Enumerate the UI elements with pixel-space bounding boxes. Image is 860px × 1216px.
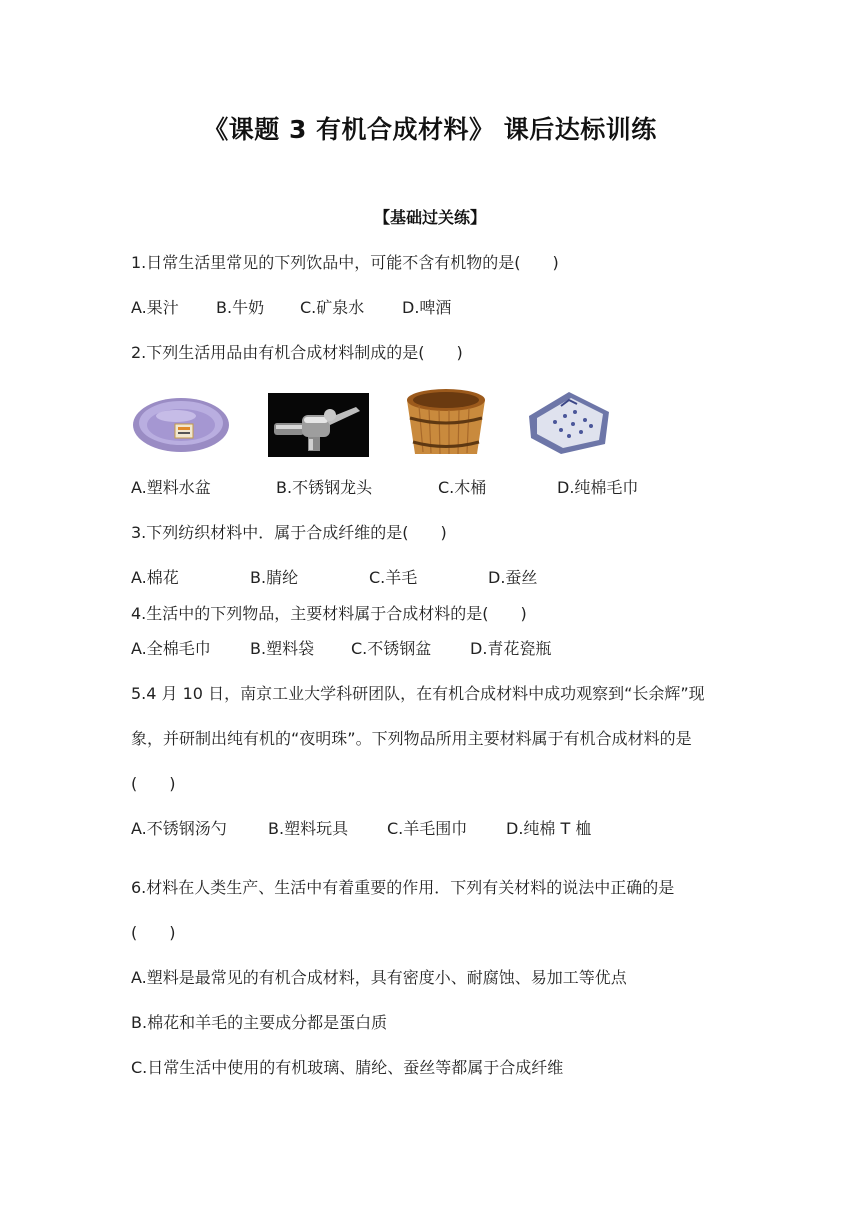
plastic-basin-image [131, 394, 231, 456]
question-2-option-a: A.塑料水盆 [131, 478, 211, 497]
question-1-option-d: D.啤酒 [402, 298, 452, 317]
question-1-option-b: B.牛奶 [216, 298, 265, 317]
document-title: 《课题 3 有机合成材料》 课后达标训练 [203, 115, 657, 144]
question-2-option-d: D.纯棉毛巾 [557, 478, 639, 497]
wooden-bucket-image [403, 384, 489, 460]
question-3-stem: 3.下列纺织材料中．属于合成纤维的是( ) [131, 523, 447, 542]
question-5-option-b: B.塑料玩具 [268, 819, 349, 838]
question-1-option-a: A.果汁 [131, 298, 179, 317]
question-6-line-2: ( ) [131, 923, 176, 942]
question-2-stem: 2.下列生活用品由有机合成材料制成的是( ) [131, 343, 463, 362]
question-3-option-d: D.蚕丝 [488, 568, 538, 587]
question-5-option-c: C.羊毛围巾 [387, 819, 468, 838]
question-6-option-b: B.棉花和羊毛的主要成分都是蛋白质 [131, 1013, 388, 1032]
question-5-line-1: 5.4 月 10 日，南京工业大学科研团队，在有机合成材料中成功观察到“长余辉”现 [131, 684, 705, 703]
question-3-option-a: A.棉花 [131, 568, 179, 587]
question-5-line-2: 象，并研制出纯有机的“夜明珠”。下列物品所用主要材料属于有机合成材料的是 [131, 729, 692, 748]
section-heading: 【基础过关练】 [373, 208, 486, 227]
question-6-line-1: 6.材料在人类生产、生活中有着重要的作用．下列有关材料的说法中正确的是 [131, 878, 675, 897]
question-5-line-3: ( ) [131, 774, 176, 793]
question-6-option-c: C.日常生活中使用的有机玻璃、腈纶、蚕丝等都属于合成纤维 [131, 1058, 564, 1077]
question-5-option-d: D.纯棉 T 桖 [506, 819, 592, 838]
question-4-option-b: B.塑料袋 [250, 639, 315, 658]
question-3-option-c: C.羊毛 [369, 568, 418, 587]
question-1-stem: 1.日常生活里常见的下列饮品中，可能不含有机物的是( ) [131, 253, 559, 272]
question-6-option-a: A.塑料是最常见的有机合成材料，具有密度小、耐腐蚀、易加工等优点 [131, 968, 627, 987]
question-2-option-c: C.木桶 [438, 478, 487, 497]
cotton-towel-image [525, 386, 613, 458]
question-4-option-a: A.全棉毛巾 [131, 639, 211, 658]
question-3-option-b: B.腈纶 [250, 568, 299, 587]
question-2-option-b: B.不锈钢龙头 [276, 478, 373, 497]
question-1-option-c: C.矿泉水 [300, 298, 365, 317]
stainless-steel-faucet-image [268, 393, 369, 457]
question-4-option-d: D.青花瓷瓶 [470, 639, 552, 658]
question-4-stem: 4.生活中的下列物品，主要材料属于合成材料的是( ) [131, 604, 527, 623]
question-4-option-c: C.不锈钢盆 [351, 639, 432, 658]
question-5-option-a: A.不锈钢汤勺 [131, 819, 227, 838]
